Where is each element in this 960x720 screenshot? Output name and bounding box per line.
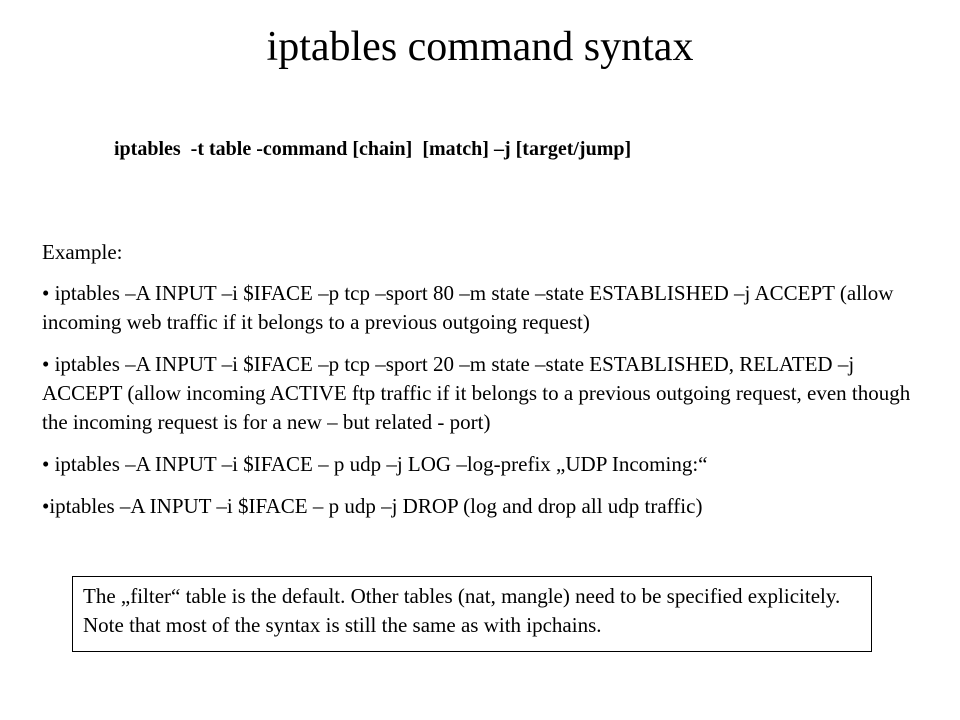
example-heading: Example:: [42, 240, 123, 264]
note-box: The „filter“ table is the default. Other tables (nat, mangle) need to be specified explicitely. Note that most of the syntax is still the same as with ipchains.: [72, 576, 872, 652]
example-item-1: • iptables –A INPUT –i $IFACE –p tcp –sport 80 –m state –state ESTABLISHED –j ACCEPT (allow incoming web traffic if it belongs to a previous outgoing request): [42, 281, 894, 334]
example-item-3: • iptables –A INPUT –i $IFACE – p udp –j LOG –log-prefix „UDP Incoming:“: [42, 452, 708, 476]
example-item-2: • iptables –A INPUT –i $IFACE –p tcp –sport 20 –m state –state ESTABLISHED, RELATED –j ACCEPT (allow incoming ACTIVE ftp traffic if it belongs to a previous outgoing request, even though the incoming request is for a new – but related - port): [42, 352, 911, 434]
example-item-4: •iptables –A INPUT –i $IFACE – p udp –j DROP (log and drop all udp traffic): [42, 494, 703, 518]
example-section: [42, 238, 922, 534]
syntax-line: iptables -t table -command [chain] [match] –j [target/jump]: [114, 138, 632, 160]
slide-title: iptables command syntax: [266, 24, 694, 70]
